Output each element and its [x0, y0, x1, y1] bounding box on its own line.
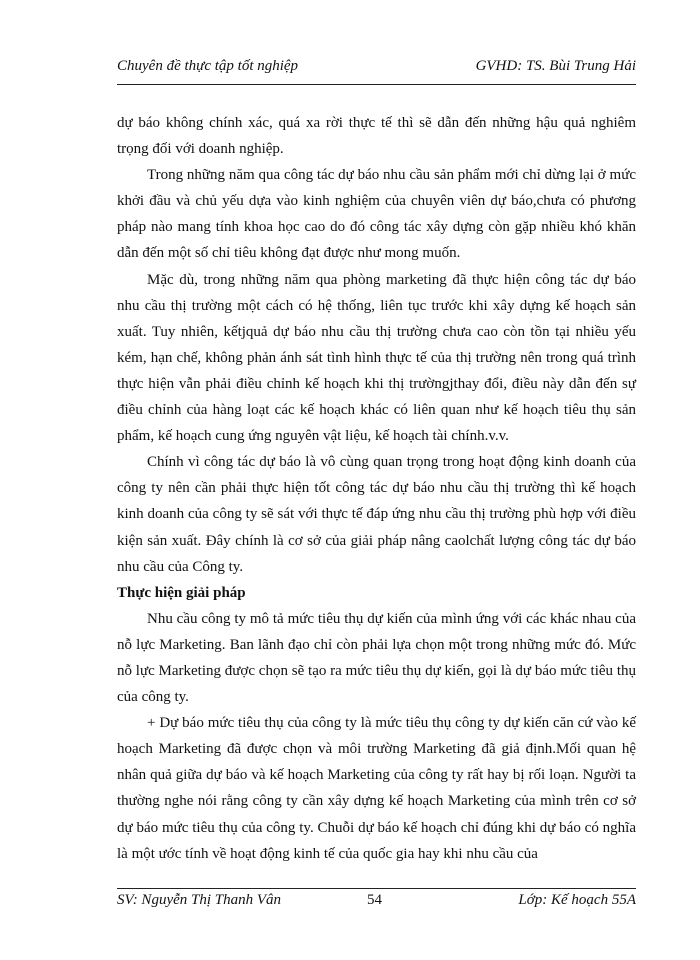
- header-title: Chuyên đề thực tập tốt nghiệp: [117, 58, 299, 74]
- footer-divider: [117, 888, 636, 889]
- paragraph-6: + Dự báo mức tiêu thụ của công ty là mức tiêu thụ công ty dự kiến căn cứ vào kế hoạch Marketing đã được chọn và môi trường Marketing đã giả định.Mối quan hệ nhân quả giữa dự báo và kế hoạch Marketing của công ty rất hay bị rối loạn. Người ta thường nghe nói rằng công ty cần xây dựng kế hoạch Marketing của mình trên cơ sở dự báo mức tiêu thụ của công ty. Chuỗi dự báo kế hoạch chỉ đúng khi dự báo có nghĩa là một ước tính về hoạt động kinh tế của quốc gia hay khi nhu cầu của: [117, 715, 636, 862]
- paragraph-4: Chính vì công tác dự báo là vô cùng quan trọng trong hoạt động kinh doanh của công ty nên cần phải thực hiện tốt công tác dự báo nhu cầu thị trường thì kế hoạch kinh doanh của công ty sẽ sát với thực tế đáp ứng nhu cầu thị trường phù hợp với điều kiện sản xuất. Đây chính là cơ sở của giải pháp nâng caolchất lượng công tác dự báo nhu cầu của Công ty.: [117, 454, 636, 575]
- section-heading: Thực hiện giải pháp: [117, 584, 246, 601]
- page-body: [117, 110, 636, 867]
- footer-class: Lớp: Kế hoạch 55A: [518, 892, 636, 908]
- paragraph-5: Nhu cầu công ty mô tả mức tiêu thụ dự kiến của mình ứng với các khác nhau của nỗ lực Marketing. Ban lãnh đạo chỉ còn phải lựa chọn một trong những mức đó. Mức nỗ lực Marketing được chọn sẽ tạo ra mức tiêu thụ dự kiến, gọi là dự báo mức tiêu thụ của công ty.: [117, 610, 636, 706]
- paragraph-3: Mặc dù, trong những năm qua phòng marketing đã thực hiện công tác dự báo nhu cầu thị trường một cách có hệ thống, liên tục trước khi xây dựng kế hoạch sản xuất. Tuy nhiên, kếtjquả dự báo nhu cầu thị trường chưa cao còn tồn tại nhiều yếu kém, hạn chế, không phản ánh sát tình hình thực tế của thị trường nên trong quá trình thực hiện vẫn phải điều chỉnh kế hoạch khi thị trườngjthay đổi, điều này dẫn đến sự điều chỉnh của hàng loạt các kế hoạch khác có liên quan như kế hoạch tiêu thụ sản phẩm, kế hoạch cung ứng nguyên vật liệu, kế hoạch tài chính.v.v.: [117, 271, 636, 445]
- page-header: [117, 58, 636, 80]
- paragraph-1: dự báo không chính xác, quá xa rời thực tế thì sẽ dẫn đến những hậu quả nghiêm trọng đối với doanh nghiệp.: [117, 115, 636, 158]
- header-divider: [117, 84, 636, 85]
- paragraph-2: Trong những năm qua công tác dự báo nhu cầu sản phẩm mới chỉ dừng lại ở mức khởi đầu và chủ yếu dựa vào kinh nghiệm của chuyên viên dự báo,chưa có phương pháp nào mang tính khoa học cao do đó công tác xây dựng còn gặp nhiều khó khăn dẫn đến một số chỉ tiêu không đạt được như mong muốn.: [117, 167, 636, 262]
- page-number: 54: [367, 892, 382, 908]
- page-footer: [117, 892, 636, 914]
- footer-student: SV: Nguyễn Thị Thanh Vân: [117, 892, 282, 908]
- header-advisor: GVHD: TS. Bùi Trung Hải: [475, 58, 636, 74]
